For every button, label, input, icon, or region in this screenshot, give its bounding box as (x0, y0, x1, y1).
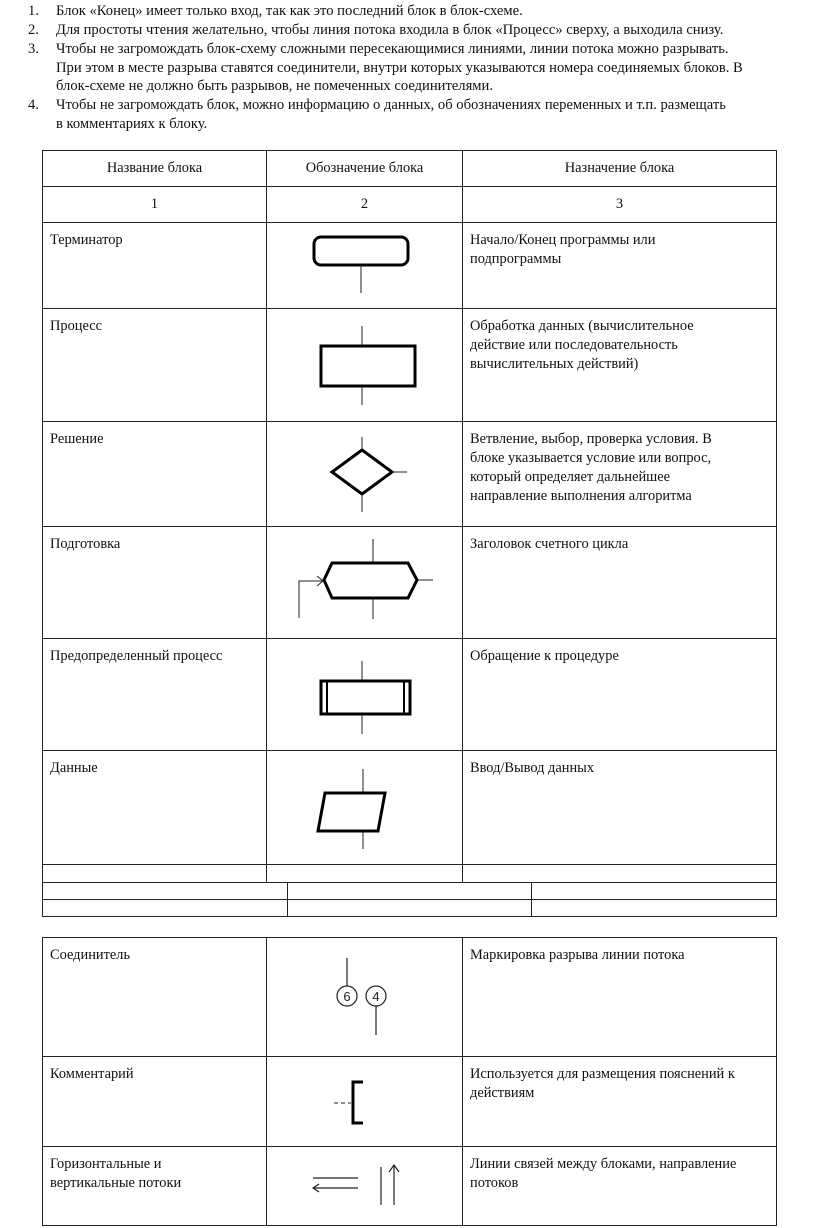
rule-text: блок-схеме не должно быть разрывов, не помеченных соединителями. (56, 78, 493, 94)
column-number-row (43, 187, 777, 223)
rule-number: 2. (28, 22, 39, 38)
column-number: 1 (43, 187, 267, 223)
table-row (43, 422, 777, 527)
table-row (43, 1057, 777, 1147)
rule-text: в комментариях к блоку. (56, 116, 208, 132)
table-row (43, 938, 777, 1057)
terminator-symbol (267, 223, 463, 309)
block-name: Комментарий (50, 1066, 134, 1082)
decision-icon (267, 422, 463, 527)
empty-row (43, 900, 777, 917)
rule-number: 3. (28, 41, 39, 57)
table-row (43, 223, 777, 309)
header-block-name: Название блока (43, 151, 267, 187)
empty-row (43, 883, 777, 900)
rule-text: Чтобы не загромождать блок, можно информацию о данных, об обозначениях переменных и т.п. размещать (56, 97, 726, 113)
block-name: Соединитель (50, 947, 131, 963)
predefined-process-symbol (267, 639, 463, 751)
rule-number: 4. (28, 97, 39, 113)
block-name: Терминатор (50, 232, 123, 248)
flowchart-blocks-table-2 (42, 937, 777, 1226)
header-block-purpose: Назначение блока (463, 151, 777, 187)
flow-lines-icon (267, 1147, 463, 1226)
rule-text: Блок «Конец» имеет только вход, так как это последний блок в блок-схеме. (56, 3, 523, 19)
process-icon (267, 309, 463, 422)
rule-text: Для простоты чтения желательно, чтобы линия потока входила в блок «Процесс» сверху, а выходила снизу. (56, 22, 724, 38)
block-purpose: Маркировка разрыва линии потока (470, 947, 685, 963)
data-symbol (267, 751, 463, 865)
column-number: 2 (267, 187, 463, 223)
rule-number: 1. (28, 3, 39, 19)
block-name: Процесс (50, 318, 103, 334)
block-purpose: Ветвление, выбор, проверка условия. В блоке указывается условие или вопрос, который определяет дальнейшее направление выполнения алгоритма (470, 431, 712, 504)
block-purpose: Начало/Конец программы или подпрограммы (470, 232, 656, 267)
preparation-symbol (267, 527, 463, 639)
block-purpose: Ввод/Вывод данных (470, 760, 595, 776)
preparation-icon (267, 527, 463, 639)
svg-text:6: 6 (343, 989, 351, 1004)
table-row (43, 527, 777, 639)
block-purpose: Заголовок счетного цикла (470, 536, 629, 552)
predefined-process-icon (267, 639, 463, 751)
header-block-symbol: Обозначение блока (267, 151, 463, 187)
rule-text: Чтобы не загромождать блок-схему сложными пересекающимися линиями, линии потока можно разрывать. (56, 41, 729, 57)
block-purpose: Линии связей между блоками, направление потоков (470, 1156, 737, 1191)
block-purpose: Обращение к процедуре (470, 648, 619, 664)
comment-symbol (267, 1057, 463, 1147)
table-row (43, 309, 777, 422)
svg-text:4: 4 (372, 989, 380, 1004)
comment-icon (267, 1057, 463, 1147)
empty-row (43, 865, 777, 883)
table-row (43, 751, 777, 865)
table-row (43, 1147, 777, 1226)
block-purpose: Обработка данных (вычислительное действие или последовательность вычислительных действий) (470, 318, 694, 372)
block-name: Горизонтальные и вертикальные потоки (50, 1156, 182, 1191)
process-symbol (267, 309, 463, 422)
table-header-row (43, 151, 777, 187)
empty-grid-table (42, 882, 777, 917)
flowchart-blocks-table (42, 150, 777, 883)
data-icon (267, 751, 463, 865)
rule-text: При этом в месте разрыва ставятся соединители, внутри которых указываются номера соединяемых блоков. В (56, 60, 743, 76)
table-row (43, 639, 777, 751)
terminator-icon (267, 223, 463, 309)
block-name: Предопределенный процесс (50, 648, 223, 664)
block-name: Данные (50, 760, 98, 776)
block-name: Подготовка (50, 536, 121, 552)
decision-symbol (267, 422, 463, 527)
connector-symbol (267, 938, 463, 1057)
block-purpose: Используется для размещения пояснений к действиям (470, 1066, 735, 1101)
connector-icon (267, 938, 463, 1057)
column-number: 3 (463, 187, 777, 223)
flow-lines-symbol (267, 1147, 463, 1226)
block-name: Решение (50, 431, 104, 447)
